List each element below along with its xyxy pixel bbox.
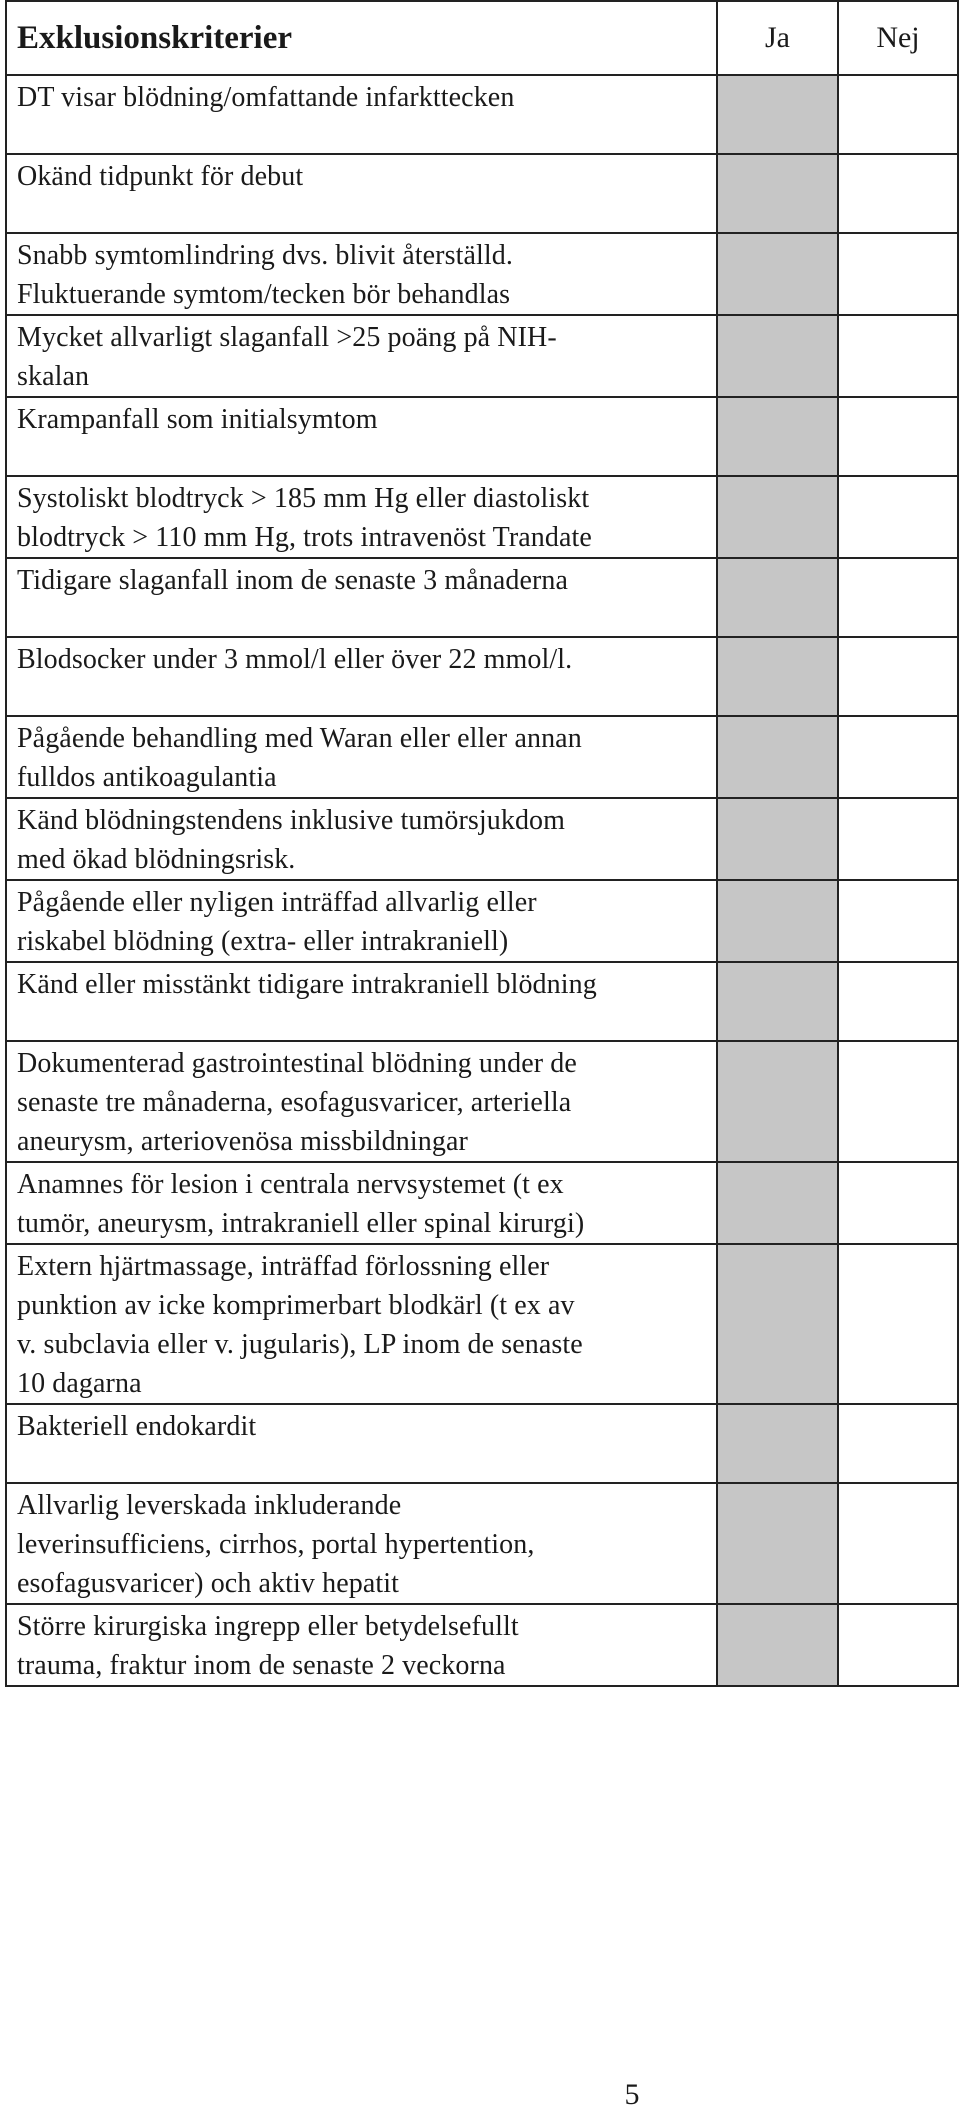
table-row xyxy=(6,798,958,880)
table-row xyxy=(6,154,958,233)
table-row xyxy=(6,315,958,397)
ja-checkbox-cell[interactable] xyxy=(717,233,838,315)
table-row xyxy=(6,233,958,315)
criterion-text-line: Systoliskt blodtryck > 185 mm Hg eller diastoliskt xyxy=(17,483,590,514)
nej-checkbox-cell[interactable] xyxy=(838,798,958,880)
criterion-cell xyxy=(6,1041,717,1162)
criterion-text-line: Känd blödningstendens inklusive tumörsjukdom xyxy=(17,805,566,836)
ja-checkbox-cell[interactable] xyxy=(717,558,838,637)
criterion-text-line: Större kirurgiska ingrepp eller betydelsefullt xyxy=(17,1611,519,1642)
criterion-text-line: leverinsufficiens, cirrhos, portal hypertention, xyxy=(17,1529,535,1560)
criterion-text-line: fulldos antikoagulantia xyxy=(17,762,277,793)
ja-checkbox-cell[interactable] xyxy=(717,716,838,798)
criterion-cell xyxy=(6,962,717,1041)
criterion-text-line: Bakteriell endokardit xyxy=(17,1411,257,1442)
criterion-cell xyxy=(6,1604,717,1686)
ja-checkbox-cell[interactable] xyxy=(717,315,838,397)
criterion-text-line: Anamnes för lesion i centrala nervsystemet (t ex xyxy=(17,1169,564,1200)
criterion-text-line: Okänd tidpunkt för debut xyxy=(17,161,304,192)
criterion-text-line: med ökad blödningsrisk. xyxy=(17,844,296,875)
ja-column-header: Ja xyxy=(717,1,838,75)
nej-checkbox-cell[interactable] xyxy=(838,1404,958,1483)
ja-checkbox-cell[interactable] xyxy=(717,637,838,716)
table-row xyxy=(6,1483,958,1604)
criterion-text-line: Dokumenterad gastrointestinal blödning under de xyxy=(17,1048,577,1079)
table-row xyxy=(6,1041,958,1162)
criterion-cell xyxy=(6,154,717,233)
criterion-text-line: aneurysm, arteriovenösa missbildningar xyxy=(17,1126,468,1157)
criterion-cell xyxy=(6,880,717,962)
criterion-cell xyxy=(6,637,717,716)
table-row xyxy=(6,558,958,637)
ja-checkbox-cell[interactable] xyxy=(717,962,838,1041)
criterion-text-line: Mycket allvarligt slaganfall >25 poäng på NIH- xyxy=(17,322,557,353)
table-row xyxy=(6,1604,958,1686)
table-row xyxy=(6,75,958,154)
table-row xyxy=(6,962,958,1041)
table-row xyxy=(6,1244,958,1404)
nej-checkbox-cell[interactable] xyxy=(838,1483,958,1604)
table-row xyxy=(6,1404,958,1483)
criterion-text-line: 10 dagarna xyxy=(17,1368,142,1399)
exclusion-criteria-table xyxy=(5,0,959,1687)
table-row xyxy=(6,637,958,716)
ja-checkbox-cell[interactable] xyxy=(717,1162,838,1244)
nej-checkbox-cell[interactable] xyxy=(838,315,958,397)
nej-checkbox-cell[interactable] xyxy=(838,397,958,476)
ja-checkbox-cell[interactable] xyxy=(717,1483,838,1604)
criterion-text-line: Känd eller misstänkt tidigare intrakraniell blödning xyxy=(17,969,597,1000)
nej-checkbox-cell[interactable] xyxy=(838,1244,958,1404)
criterion-text-line: Pågående behandling med Waran eller eller annan xyxy=(17,723,582,754)
criteria-column-header: Exklusionskriterier xyxy=(6,1,717,75)
criterion-text-line: skalan xyxy=(17,361,90,392)
ja-checkbox-cell[interactable] xyxy=(717,798,838,880)
nej-checkbox-cell[interactable] xyxy=(838,233,958,315)
nej-checkbox-cell[interactable] xyxy=(838,75,958,154)
criterion-text-line: Tidigare slaganfall inom de senaste 3 månaderna xyxy=(17,565,569,596)
table-row xyxy=(6,1162,958,1244)
table-row xyxy=(6,397,958,476)
criterion-text-line: Extern hjärtmassage, inträffad förlossning eller xyxy=(17,1251,550,1282)
criterion-text-line: tumör, aneurysm, intrakraniell eller spinal kirurgi) xyxy=(17,1208,585,1239)
criterion-text-line: v. subclavia eller v. jugularis), LP inom de senaste xyxy=(17,1329,583,1360)
table-row xyxy=(6,716,958,798)
ja-checkbox-cell[interactable] xyxy=(717,1404,838,1483)
criterion-text-line: senaste tre månaderna, esofagusvaricer, arteriella xyxy=(17,1087,572,1118)
nej-checkbox-cell[interactable] xyxy=(838,476,958,558)
criterion-cell xyxy=(6,716,717,798)
criterion-cell xyxy=(6,1404,717,1483)
criterion-text-line: Blodsocker under 3 mmol/l eller över 22 mmol/l. xyxy=(17,644,573,675)
nej-checkbox-cell[interactable] xyxy=(838,962,958,1041)
criterion-text-line: Pågående eller nyligen inträffad allvarlig eller xyxy=(17,887,537,918)
nej-checkbox-cell[interactable] xyxy=(838,558,958,637)
ja-checkbox-cell[interactable] xyxy=(717,1244,838,1404)
criterion-text-line: Allvarlig leverskada inkluderande xyxy=(17,1490,402,1521)
criterion-text-line: blodtryck > 110 mm Hg, trots intravenöst Trandate xyxy=(17,522,592,553)
nej-checkbox-cell[interactable] xyxy=(838,154,958,233)
table-row xyxy=(6,476,958,558)
criterion-text-line: Snabb symtomlindring dvs. blivit återställd. xyxy=(17,240,513,271)
page-number: 5 xyxy=(624,2078,640,2111)
criterion-cell xyxy=(6,798,717,880)
criterion-cell xyxy=(6,1162,717,1244)
criterion-text-line: esofagusvaricer) och aktiv hepatit xyxy=(17,1568,400,1599)
nej-checkbox-cell[interactable] xyxy=(838,637,958,716)
ja-checkbox-cell[interactable] xyxy=(717,476,838,558)
table-row xyxy=(6,880,958,962)
ja-checkbox-cell[interactable] xyxy=(717,880,838,962)
ja-checkbox-cell[interactable] xyxy=(717,154,838,233)
nej-checkbox-cell[interactable] xyxy=(838,1162,958,1244)
nej-checkbox-cell[interactable] xyxy=(838,1041,958,1162)
criterion-cell xyxy=(6,315,717,397)
criterion-text-line: riskabel blödning (extra- eller intrakraniell) xyxy=(17,926,509,957)
criterion-cell xyxy=(6,233,717,315)
table-header-row xyxy=(6,1,958,75)
ja-checkbox-cell[interactable] xyxy=(717,75,838,154)
criterion-text-line: trauma, fraktur inom de senaste 2 veckorna xyxy=(17,1650,506,1681)
criterion-cell xyxy=(6,558,717,637)
ja-checkbox-cell[interactable] xyxy=(717,1041,838,1162)
criterion-cell xyxy=(6,1244,717,1404)
criterion-cell xyxy=(6,397,717,476)
ja-checkbox-cell[interactable] xyxy=(717,397,838,476)
nej-checkbox-cell[interactable] xyxy=(838,880,958,962)
criterion-cell xyxy=(6,476,717,558)
criterion-text-line: punktion av icke komprimerbart blodkärl (t ex av xyxy=(17,1290,575,1321)
criterion-cell xyxy=(6,75,717,154)
criterion-text-line: Krampanfall som initialsymtom xyxy=(17,404,378,435)
nej-checkbox-cell[interactable] xyxy=(838,716,958,798)
ja-checkbox-cell[interactable] xyxy=(717,1604,838,1686)
criterion-cell xyxy=(6,1483,717,1604)
nej-column-header: Nej xyxy=(838,1,958,75)
nej-checkbox-cell[interactable] xyxy=(838,1604,958,1686)
criterion-text-line: Fluktuerande symtom/tecken bör behandlas xyxy=(17,279,511,310)
criterion-text-line: DT visar blödning/omfattande infarkttecken xyxy=(17,82,515,113)
